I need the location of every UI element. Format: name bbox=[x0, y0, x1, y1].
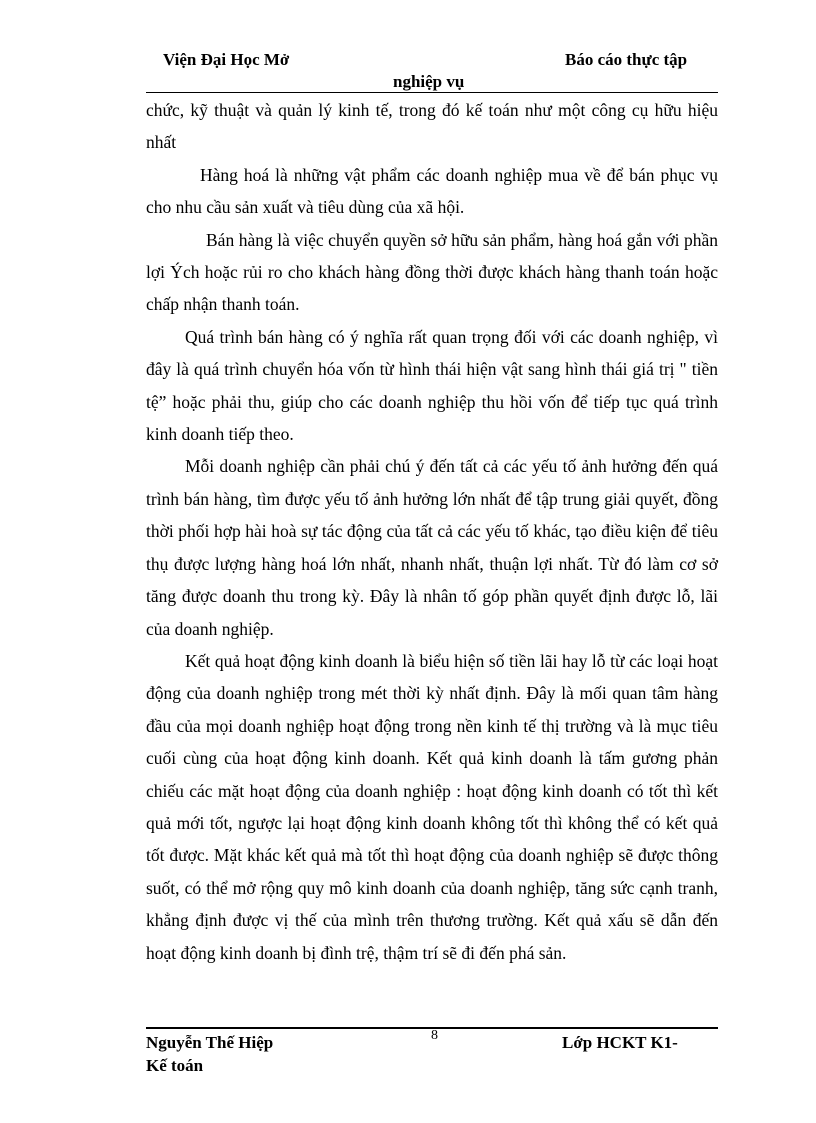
header-divider bbox=[146, 92, 718, 93]
header-institution: Viện Đại Học Mở bbox=[163, 50, 290, 69]
footer-author: Nguyễn Thế Hiệp bbox=[146, 1033, 274, 1052]
paragraph-goods-definition: Hàng hoá là những vật phẩm các doanh nghiệp mua về để bán phục vụ cho nhu cầu sản xuất và tiêu dùng của xã hội. bbox=[146, 164, 718, 218]
footer-class: Lớp HCKT K1- bbox=[562, 1033, 678, 1052]
header-report-subtitle: nghiệp vụ bbox=[393, 72, 465, 91]
header-report-title: Báo cáo thực tập bbox=[565, 50, 688, 69]
paragraph-sales-importance: Quá trình bán hàng có ý nghĩa rất quan trọng đối với các doanh nghiệp, vì đây là quá trình chuyển hóa vốn từ hình thái hiện vật sang hình thái giá trị " tiền tệ” hoặc phải thu, giúp cho các doanh nghiệp thu hồi vốn để tiếp tục quá trình kinh doanh tiếp theo. bbox=[146, 326, 718, 445]
body-text bbox=[146, 94, 718, 969]
paragraph-sales-factors: Mỗi doanh nghiệp cần phải chú ý đến tất cả các yếu tố ảnh hưởng đến quá trình bán hàng, tìm được yếu tố ảnh hưởng lớn nhất để tập trung giải quyết, đồng thời phối hợp hài hoà sự tác động của tất cả các yếu tố khác, tạo điều kiện để tiêu thụ được lượng hàng hoá lớn nhất, nhanh nhất, thuận lợi nhất. Từ đó làm cơ sở tăng được doanh thu trong kỳ. Đây là nhân tố góp phần quyết định được lỗ, lãi của doanh nghiệp. bbox=[146, 456, 718, 639]
paragraph-sales-definition: Bán hàng là việc chuyển quyền sở hữu sản phẩm, hàng hoá gắn với phần lợi Ých hoặc rủi ro cho khách hàng đồng thời được khách hàng thanh toán hoặc chấp nhận thanh toán. bbox=[146, 229, 718, 315]
footer-department: Kế toán bbox=[146, 1056, 204, 1075]
page-number: 8 bbox=[431, 1028, 438, 1043]
paragraph-business-results: Kết quả hoạt động kinh doanh là biểu hiện số tiền lãi hay lỗ từ các loại hoạt động của doanh nghiệp trong mét thời kỳ nhất định. Đây là mối quan tâm hàng đầu của mọi doanh nghiệp hoạt động trong nền kinh tế thị trường và là mục tiêu cuối cùng của hoạt động kinh doanh. Kết quả kinh doanh là tấm gương phản chiếu các mặt hoạt động của doanh nghiệp : hoạt động kinh doanh có tốt thì kết quả mới tốt, ngược lại hoạt động kinh doanh không tốt thì không thể có kết quả tốt được. Mặt khác kết quả mà tốt thì hoạt động của doanh nghiệp sẽ được thông suốt, có thể mở rộng quy mô kinh doanh của doanh nghiệp, tăng sức cạnh tranh, khẳng định được vị thế của mình trên thương trường. Kết quả xấu sẽ dẫn đến hoạt động kinh doanh bị đình trệ, thậm trí sẽ đi đến phá sản. bbox=[146, 650, 718, 963]
paragraph-continuation: chức, kỹ thuật và quản lý kinh tế, trong đó kế toán như một công cụ hữu hiệu nhất bbox=[146, 100, 718, 153]
